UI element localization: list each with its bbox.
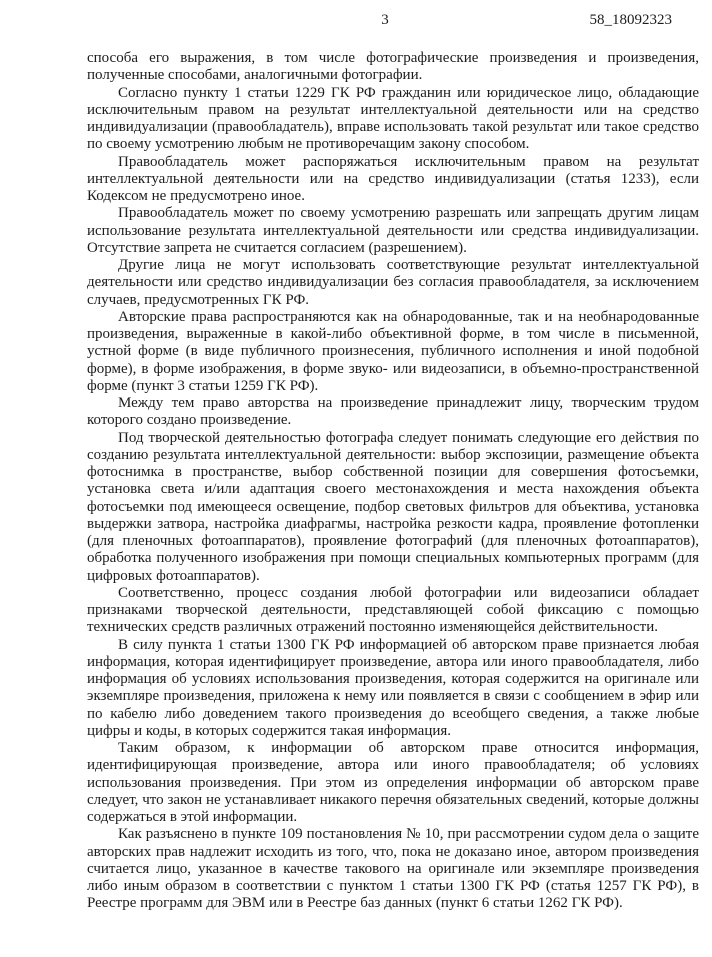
case-number: 58_18092323 (589, 12, 672, 28)
paragraph: Под творческой деятельностью фотографа следует понимать следующие его действия по созданию результата интеллектуальной деятельности: выбор экспозиции, размещение объекта фотоснимка в пространстве, выбор собственной позиции для совершения фотосъемки, установка света и/или адаптация своего местонахождения и места нахождения объекта фотосъемки под имеющееся освещение, подбор световых фильтров для объектива, установка выдержки затвора, настройка диафрагмы, настройка резкости кадра, проявление фотопленки (для пленочных фотоаппаратов), проявление фотографий (для пленочных фотоаппаратов), обработка полученного изображения при помощи специальных компьютерных программ (для цифровых фотоаппаратов). (87, 429, 699, 584)
paragraph: Таким образом, к информации об авторском праве относится информация, идентифицирующая произведение, автора или иного правообладателя; об условиях использования произведения. При этом из определения информации об авторском праве следует, что закон не устанавливает никакого перечня обязательных сведений, которые должны содержаться в этой информации. (87, 740, 699, 825)
paragraph: способа его выражения, в том числе фотографические произведения и произведения, полученные способами, аналогичными фотографии. (87, 50, 699, 84)
paragraph: Между тем право авторства на произведение принадлежит лицу, творческим трудом которого создано произведение. (87, 395, 699, 429)
paragraph: Правообладатель может по своему усмотрению разрешать или запрещать другим лицам использование результата интеллектуальной деятельности или средства индивидуализации. Отсутствие запрета не считается согласием (разрешением). (87, 205, 699, 256)
paragraph: Как разъяснено в пункте 109 постановления № 10, при рассмотрении судом дела о защите авторских прав надлежит исходить из того, что, пока не доказано иное, автором произведения считается лицо, указанное в качестве такового на оригинале или экземпляре произведения либо иным образом в соответствии с пунктом 1 статьи 1300 ГК РФ (статья 1257 ГК РФ), в Реестре программ для ЭВМ или в Реестре баз данных (пункт 6 статьи 1262 ГК РФ). (87, 826, 699, 912)
paragraph: Правообладатель может распоряжаться исключительным правом на результат интеллектуальной деятельности или на средство индивидуализации (статья 1233), если Кодексом не предусмотрено иное. (87, 153, 699, 204)
paragraph: Согласно пункту 1 статьи 1229 ГК РФ гражданин или юридическое лицо, обладающие исключительным правом на результат интеллектуальной деятельности или на средство индивидуализации (правообладатель), вправе использовать такой результат или такое средство по своему усмотрению любым не противоречащим закону способом. (87, 84, 699, 153)
paragraph: В силу пункта 1 статьи 1300 ГК РФ информацией об авторском праве признается любая информация, которая идентифицирует произведение, автора или иного правообладателя, либо информация об условиях использования произведения, которая содержится на оригинале или экземпляре произведения, приложена к нему или появляется в связи с сообщением в эфир или по кабелю либо доведением такого произведения до всеобщего сведения, а также любые цифры и коды, в которых содержится такая информация. (87, 636, 699, 739)
paragraph: Авторские права распространяются как на обнародованные, так и на необнародованные произведения, выраженные в какой-либо объективной форме, в том числе в письменной, устной форме (в виде публичного произнесения, публичного исполнения и иной подобной форме), в форме изображения, в форме звуко- или видеозаписи, в объемно-пространственной форме (пункт 3 статьи 1259 ГК РФ). (87, 308, 699, 394)
paragraph: Другие лица не могут использовать соответствующие результат интеллектуальной деятельности или средство индивидуализации без согласия правообладателя, за исключением случаев, предусмотренных ГК РФ. (87, 257, 699, 308)
paragraph: Соответственно, процесс создания любой фотографии или видеозаписи обладает признаками творческой деятельности, представляющей собой фиксацию с помощью технических средств различных отражений постоянно изменяющейся действительности. (87, 584, 699, 636)
page-number: 3 (381, 12, 389, 28)
page-header (0, 12, 712, 32)
document-body (87, 50, 699, 913)
